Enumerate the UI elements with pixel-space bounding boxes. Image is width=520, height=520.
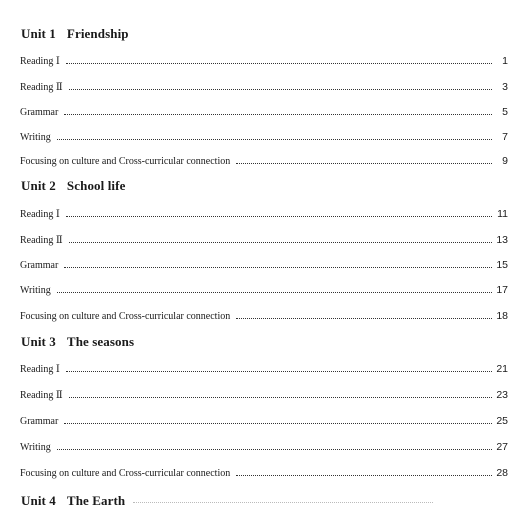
dot-leader [66, 371, 492, 372]
page-number: 15 [496, 259, 508, 271]
dot-leader [69, 89, 492, 90]
page-number: 7 [502, 131, 508, 143]
toc-entry[interactable] [20, 104, 508, 120]
toc-entry[interactable] [20, 153, 508, 169]
toc-entry[interactable] [20, 413, 508, 429]
dot-leader [69, 242, 492, 243]
unit-number: Unit 3 [21, 334, 56, 349]
dot-leader [64, 267, 492, 268]
unit-number: Unit 2 [21, 178, 56, 193]
page-number: 28 [496, 467, 508, 479]
toc-entry[interactable] [20, 465, 508, 481]
dot-leader [236, 163, 492, 164]
toc-entry[interactable] [20, 387, 508, 403]
unit-number: Unit 1 [21, 26, 56, 41]
entry-label: Reading Ⅰ [20, 55, 60, 67]
dot-leader [236, 475, 492, 476]
toc-entry[interactable] [20, 232, 508, 248]
entry-label: Focusing on culture and Cross-curricular connection [20, 310, 231, 322]
page-number: 18 [496, 310, 508, 322]
toc-entry[interactable] [20, 361, 508, 377]
page-number: 5 [502, 106, 508, 118]
page-number: 21 [496, 363, 508, 375]
dot-leader [64, 114, 492, 115]
dot-leader [57, 139, 492, 140]
entry-label: Focusing on culture and Cross-curricular connection [20, 467, 231, 479]
entry-label: Reading Ⅱ [20, 81, 63, 93]
page-number: 13 [496, 234, 508, 246]
page-number: 3 [502, 81, 508, 93]
page-number: 17 [496, 284, 508, 296]
entry-label: Reading Ⅰ [20, 363, 60, 375]
entry-label: Grammar [20, 106, 59, 118]
unit-number: Unit 4 [21, 493, 56, 508]
dot-leader [64, 423, 492, 424]
page-number: 23 [496, 389, 508, 401]
dot-leader [69, 397, 492, 398]
entry-label: Reading Ⅱ [20, 234, 63, 246]
toc-entry[interactable] [20, 257, 508, 273]
dot-leader [236, 318, 492, 319]
toc-entry[interactable] [20, 79, 508, 95]
unit-title: School life [66, 178, 126, 193]
unit-title: The seasons [66, 334, 135, 349]
entry-label: Reading Ⅱ [20, 389, 63, 401]
unit-title: The Earth [66, 493, 126, 508]
toc-entry[interactable] [20, 53, 508, 69]
toc-entry[interactable] [20, 282, 508, 298]
toc-entry[interactable] [20, 308, 508, 324]
entry-label: Grammar [20, 259, 59, 271]
unit-title: Friendship [66, 26, 129, 41]
unit-heading [21, 178, 125, 194]
page-number: 1 [502, 55, 508, 67]
page-number: 11 [497, 208, 508, 220]
dot-leader [57, 292, 492, 293]
entry-label: Writing [20, 284, 51, 296]
entry-label: Reading Ⅰ [20, 208, 60, 220]
toc-entry[interactable] [20, 129, 508, 145]
unit-heading [21, 334, 134, 350]
entry-label: Writing [20, 131, 51, 143]
entry-label: Writing [20, 441, 51, 453]
page-number: 9 [502, 155, 508, 167]
toc-entry[interactable] [20, 206, 508, 222]
unit-heading [21, 26, 129, 42]
entry-label: Grammar [20, 415, 59, 427]
dot-leader [57, 449, 492, 450]
unit-heading [21, 493, 433, 509]
dot-leader [66, 216, 492, 217]
page-number: 27 [496, 441, 508, 453]
page-number: 25 [496, 415, 508, 427]
entry-label: Focusing on culture and Cross-curricular connection [20, 155, 231, 167]
dot-leader [66, 63, 492, 64]
toc-entry[interactable] [20, 439, 508, 455]
faint-dot-leader [133, 502, 433, 503]
